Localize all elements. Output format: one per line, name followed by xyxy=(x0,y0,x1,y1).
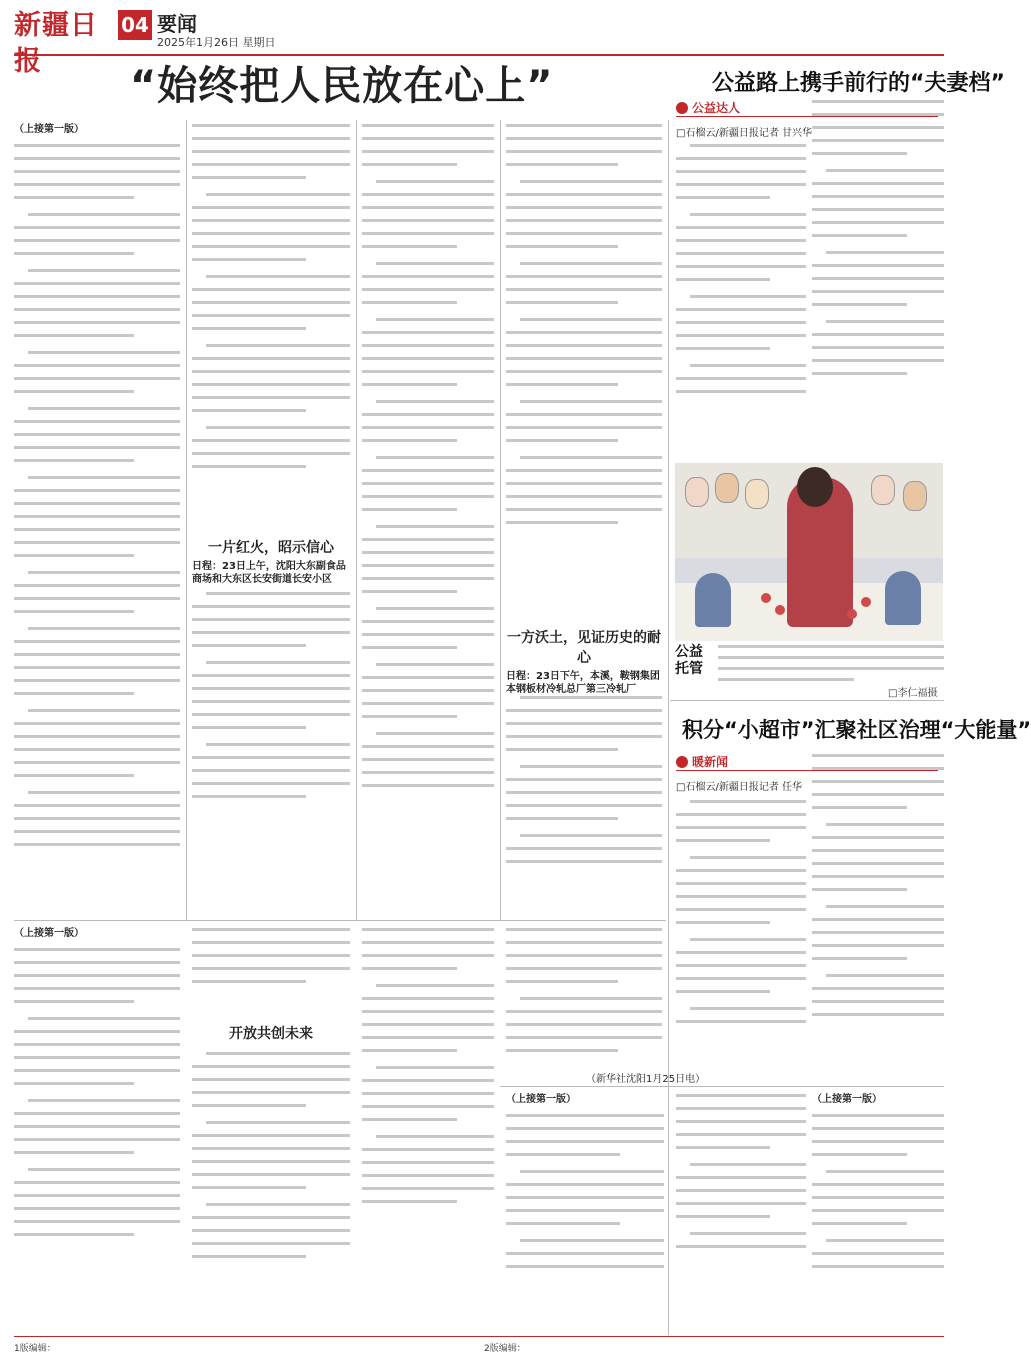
continuation-mark: （上接第一版） xyxy=(14,124,84,135)
lead-headline: “始终把人民放在心上” xyxy=(130,63,554,109)
feature-1-photo xyxy=(675,463,943,641)
subhead-1 xyxy=(192,538,350,586)
continuation-column-3 xyxy=(812,1094,944,1332)
column-divider xyxy=(356,120,357,920)
feature-1-tag-label: 公益达人 xyxy=(692,101,741,115)
tag-bullet-icon xyxy=(676,102,688,114)
page-footer xyxy=(14,1336,944,1361)
lead-story-column-3 xyxy=(362,124,494,918)
lead-story-column-4 xyxy=(506,124,662,624)
feature-2-title: 积分“小超市”汇聚社区治理“大能量” xyxy=(682,718,1031,742)
lead-story-column-1 xyxy=(14,124,180,918)
footer-credits-left: 1版编辑： xyxy=(14,1344,56,1354)
lead-story-column-4b xyxy=(506,696,662,918)
feature-2-tag-label: 暖新闻 xyxy=(692,755,729,769)
photo-caption-label: 公益托管 xyxy=(675,644,703,677)
page-number: 04 xyxy=(118,10,152,40)
lead-story-column-2b xyxy=(192,592,350,918)
feature-1-title: 公益路上携手前行的“夫妻档” xyxy=(712,71,1005,96)
subhead-2-title: 一方沃土，见证历史的耐心 xyxy=(507,630,661,666)
lower-column-1 xyxy=(14,928,180,1332)
lead-story-column-2 xyxy=(192,124,350,534)
subhead-2 xyxy=(506,628,662,696)
feature-1-column-1 xyxy=(676,144,806,458)
subhead-3 xyxy=(192,1024,350,1044)
continuation-mark: （上接第一版） xyxy=(14,928,84,939)
continuation-mark: （上接第一版） xyxy=(506,1094,576,1105)
subhead-1-dateline: 日程：23日上午，沈阳大东副食品商场和大东区长安街道长安小区 xyxy=(192,561,346,585)
feature-2-byline: □石榴云/新疆日报记者 任华 xyxy=(676,782,802,793)
feature-1-column-2 xyxy=(812,100,944,458)
feature-2-column-1 xyxy=(676,800,806,1080)
section-divider xyxy=(670,700,944,701)
column-divider xyxy=(668,120,669,1335)
section-divider xyxy=(500,1086,944,1087)
lower-column-2a xyxy=(192,928,350,1018)
section-divider xyxy=(14,920,666,921)
issue-date: 2025年1月26日 星期日 xyxy=(157,36,276,49)
feature-1-byline: □石榴云/新疆日报记者 甘兴华 xyxy=(676,128,812,139)
newspaper-logo: 新疆日报 xyxy=(14,10,98,77)
column-divider xyxy=(500,120,501,920)
subhead-1-title: 一片红火，昭示信心 xyxy=(208,540,334,556)
photo-caption xyxy=(718,645,944,689)
dateline-end: （新华社沈阳1月25日电） xyxy=(586,1074,706,1085)
column-divider xyxy=(186,120,187,920)
subhead-2-dateline: 日程：23日下午，本溪，鞍钢集团本钢板材冷轧总厂第三冷轧厂 xyxy=(506,671,660,695)
subhead-3-title: 开放共创未来 xyxy=(229,1026,313,1042)
lower-column-2b xyxy=(192,1052,350,1332)
feature-2-column-2 xyxy=(812,754,944,1080)
lower-column-4 xyxy=(506,928,662,1078)
photo-credit: □李仁福摄 xyxy=(888,688,938,699)
continuation-column-2 xyxy=(676,1094,806,1332)
lower-column-3 xyxy=(362,928,494,1332)
footer-credits-right: 2版编辑： xyxy=(484,1344,526,1354)
masthead xyxy=(14,4,944,77)
continuation-column-1 xyxy=(506,1094,664,1332)
continuation-mark: （上接第一版） xyxy=(812,1094,882,1105)
tag-bullet-icon xyxy=(676,756,688,768)
section-title: 要闻 xyxy=(157,12,197,36)
